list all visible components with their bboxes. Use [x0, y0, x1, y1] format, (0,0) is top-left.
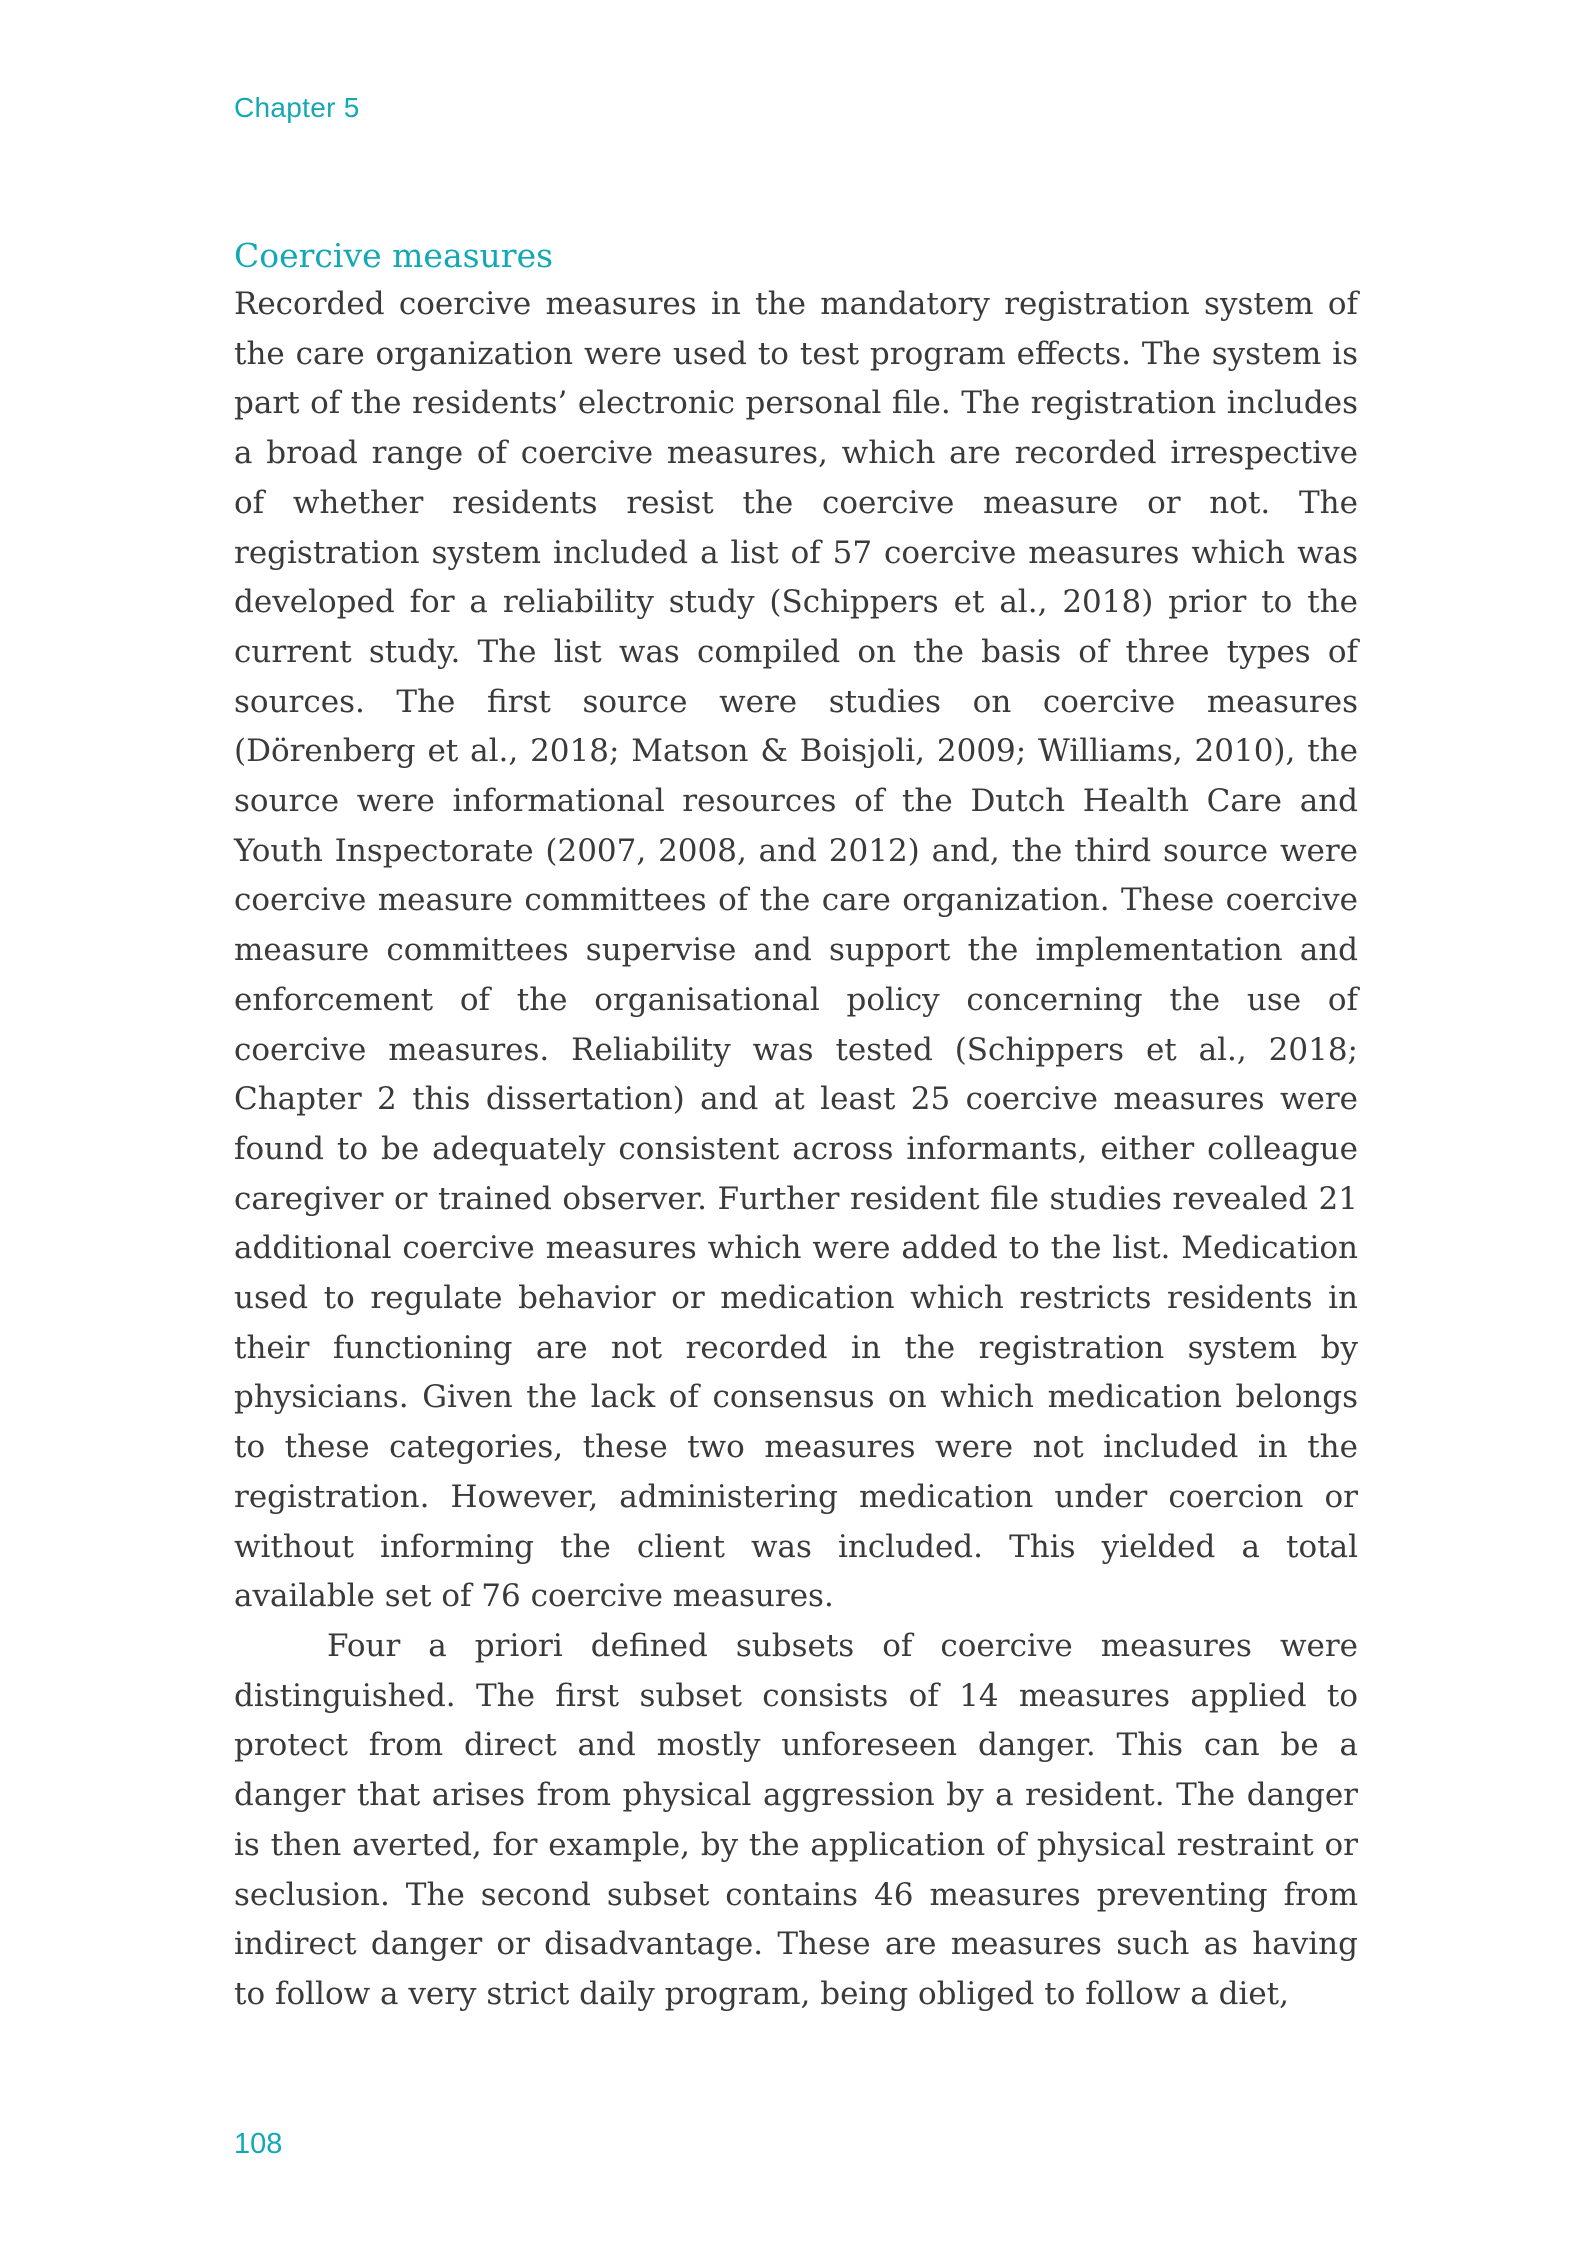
body-paragraph-2: Four a priori defined subsets of coercive measures were distinguished. The first subset consists of 14 measures applied to protect from direct and mostly unforeseen danger. This can be a danger that arises from physical aggression by a resident. The danger is then averted, for example, by the application of physical restraint or seclusion. The second subset contains 46 measures preventing from indirect danger or disadvantage. These are measures such as having to follow a very strict daily program, being obliged to follow a diet, — [234, 1627, 1358, 2012]
body-paragraph-1: Recorded coercive measures in the mandatory registration system of the care organization were used to test program effects. The system is part of the residents’ electronic personal file. The registration includes a broad range of coercive measures, which are recorded irrespective of whether residents resist the coercive measure or not. The registration system included a list of 57 coercive measures which was developed for a reliability study (Schippers et al., 2018) prior to the current study. The list was compiled on the basis of three types of sources. The first source were studies on coercive measures (Dörenberg et al., 2018; Matson & Boisjoli, 2009; Williams, 2010), the source were informational resources of the Dutch Health Care and Youth Inspectorate (2007, 2008, and 2012) and, the third source were coercive measure committees of the care organization. These coercive measure committees supervise and support the implementation and enforcement of the organisational policy concerning the use of coercive measures. Reliability was tested (Schippers et al., 2018; Chapter 2 this dissertation) and at least 25 coercive measures were found to be adequately consistent across informants, either colleague caregiver or trained observer. Further resident file studies revealed 21 additional coercive measures which were added to the list. Medication used to regulate behavior or medication which restricts residents in their functioning are not recorded in the registration system by physicians. Given the lack of consensus on which medication belongs to these categories, these two measures were not included in the registration. However, administering medication under coercion or without informing the client was included. This yielded a total available set of 76 coercive measures. — [234, 286, 1358, 1615]
page-number: 108 — [234, 2128, 283, 2160]
section-heading: Coercive measures — [234, 236, 554, 275]
page-body — [234, 232, 1358, 2020]
running-header-chapter: Chapter 5 — [234, 92, 360, 123]
